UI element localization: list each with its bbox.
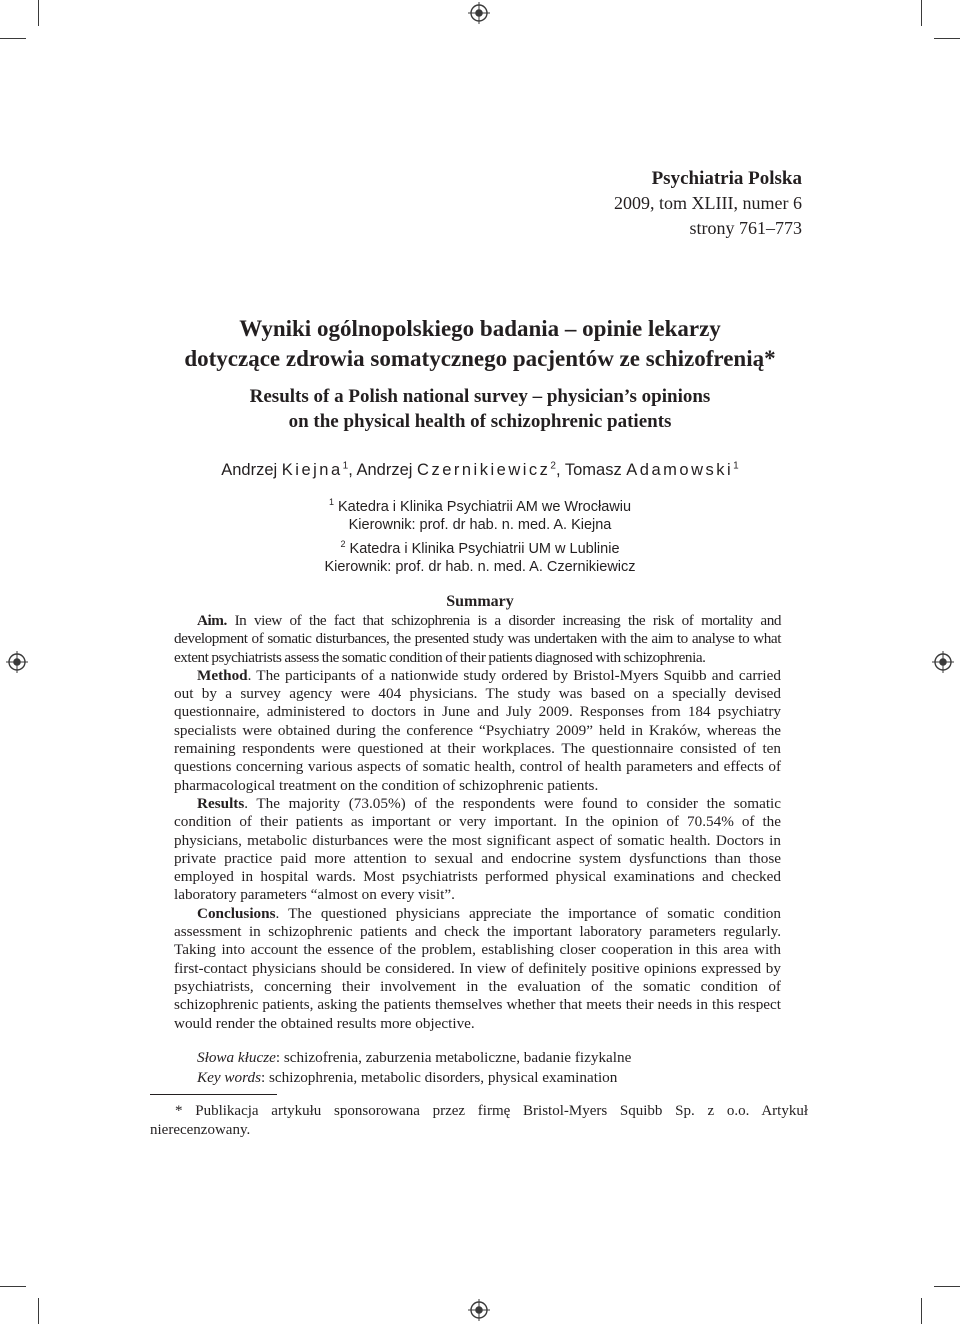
journal-pages: strony 761–773 (689, 218, 802, 238)
aim-label: Aim. (197, 612, 227, 629)
crop-mark-bottom-left-h (0, 1286, 26, 1287)
abstract (174, 612, 781, 1033)
journal-name: Psychiatria Polska (651, 168, 802, 189)
summary-heading: Summary (446, 593, 514, 610)
journal-header (614, 166, 802, 241)
registration-mark-bottom-icon (468, 1299, 490, 1321)
keywords-english: Key words: schizophrenia, metabolic disorders, physical examination (197, 1068, 618, 1086)
conclusions-label: Conclusions (197, 904, 276, 922)
affiliations (0, 493, 960, 577)
author: Andrzej Czernikiewicz$^2$, (356, 460, 565, 479)
footnote (150, 1102, 808, 1140)
crop-mark-bottom-left-v (38, 1298, 39, 1324)
registration-mark-top-icon (468, 2, 490, 24)
abstract-conclusions: Conclusions. The questioned physicians appreciate the importance of somatic condition assessment in schizophrenic patients and check the important laboratory parameters regularly. Taking into account the essence of the problem, establishing closer cooperation in this area with first-contact physicians should be considered. In view of definitely positive opinions expressed by psychiatrists, concerning their involvement in the evaluation of the somatic condition of schizophrenic patients, asking the patients themselves whether that meets their needs in this respect would render the obtained results more objective. (174, 904, 781, 1032)
crop-mark-top-left-h (0, 38, 26, 39)
abstract-results: Results. The majority (73.05%) of the respondents were found to consider the somatic condition of their patients as important or very important. In the opinion of 70.54% of the physicians, metabolic disturbances were the most significant aspect of somatic health. Doctors in private practice paid more attention to sexual and endocrine system dysfunctions than those employed in hospital wards. Most psychiatrists performed physical examinations and checked laboratory parameters “almost on every visit”. (174, 794, 781, 904)
keywords (174, 1048, 794, 1087)
affiliation-head: Kierownik: prof. dr hab. n. med. A. Czernikiewicz (324, 559, 636, 576)
crop-mark-top-right-v (921, 0, 922, 26)
registration-mark-left-icon (6, 651, 28, 673)
author: Andrzej Kiejna$^1$, (221, 460, 357, 479)
title-english-line-2: on the physical health of schizophrenic patients (288, 411, 672, 432)
author: Tomasz Adamowski$^1$ (564, 460, 739, 479)
keywords-polish: Słowa kłucze: schizofrenia, zaburzenia metaboliczne, badanie fizykalne (197, 1049, 632, 1066)
affiliation-head: Kierownik: prof. dr hab. n. med. A. Kiejna (348, 517, 612, 534)
author-list (0, 455, 960, 481)
crop-mark-top-right-h (934, 38, 960, 39)
affiliation-department: $^2$ Katedra i Klinika Psychiatrii UM w Lublinie (340, 538, 620, 557)
journal-volume: 2009, tom XLIII, numer 6 (614, 193, 802, 213)
method-label: Method (197, 666, 248, 684)
title-polish-line-2: dotyczące zdrowia somatycznego pacjentów ze schizofrenią* (184, 346, 776, 371)
affiliation-department: $^1$ Katedra i Klinika Psychiatrii AM we Wrocławiu (328, 497, 632, 515)
results-label: Results (197, 794, 245, 812)
crop-mark-top-left-v (38, 0, 39, 26)
crop-mark-bottom-right-v (921, 1298, 922, 1324)
title-english (0, 384, 960, 434)
footnote-text: * Publikacja artykułu sponsorowana przez firmę Bristol-Myers Squibb Sp. z o.o. Artykuł nierecenzowany. (150, 1103, 808, 1138)
title-english-line-1: Results of a Polish national survey – physician’s opinions (249, 386, 711, 407)
abstract-aim: Aim. In view of the fact that schizophrenia is a disorder increasing the risk of mortality and development of somatic disturbances, the presented study was undertaken with the aim to analyse to what extent psychiatrists assess the somatic condition of their patients diagnosed with schizophrenia. (174, 612, 781, 666)
footnote-rule (150, 1094, 277, 1095)
abstract-method: Method. The participants of a nationwide study ordered by Bristol-Myers Squibb and carried out by a survey agency were 404 physicians. The study was based on a specially devised questionnaire, administered to doctors in June and July 2009. Responses from 184 psychiatry specialists were obtained during the conference “Psychiatry 2009” held in Kraków, whereas the remaining respondents were questioned at their workplaces. The questionnaire consisted of ten questions concerning various aspects of somatic health, control of health parameters and effects of pharmacological treatment on the condition of schizophrenic patients. (174, 666, 781, 794)
title-polish (0, 314, 960, 374)
title-polish-line-1: Wyniki ogólnopolskiego badania – opinie lekarzy (239, 316, 721, 341)
registration-mark-right-icon (932, 651, 954, 673)
crop-mark-bottom-right-h (934, 1286, 960, 1287)
